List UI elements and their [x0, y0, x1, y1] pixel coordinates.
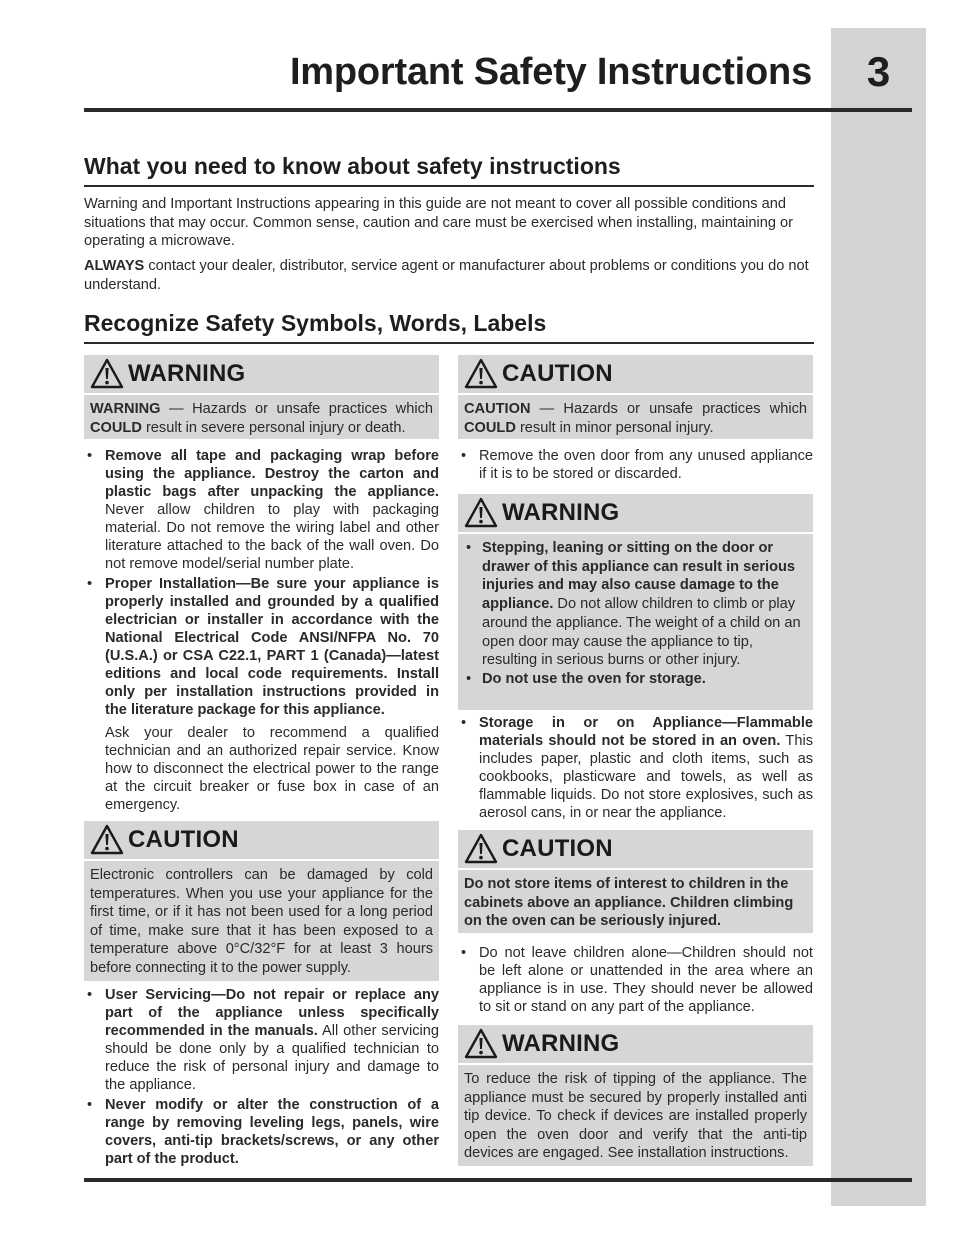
- caution-box-definition: [458, 355, 813, 439]
- intro-paragraph: Warning and Important Instructions appearing in this guide are not meant to cover all possible conditions and situations that may occur. Common sense, caution and care must be exercised when installing, maintaining or operating a microwave.: [84, 196, 793, 249]
- caution-box-children: [458, 830, 813, 933]
- top-rule: [84, 108, 912, 112]
- warning-header: [458, 494, 813, 534]
- list-item: • Do not use the oven for storage.: [464, 670, 807, 689]
- children-bullet: [458, 944, 813, 1016]
- list-item: • Remove the oven door from any unused appliance if it is to be stored or discarded.: [458, 447, 813, 483]
- list-item: • Remove all tape and packaging wrap before using the appliance. Destroy the carton and plastic bags after unpacking the appliance. Never allow children to play with packaging material. Do not remove the wiring label and other literature attached to the back of the wall oven. Do not remove model/serial number plate.: [84, 447, 439, 573]
- caution-triangle-icon: [90, 824, 124, 856]
- page-title: Important Safety Instructions: [289, 51, 812, 93]
- warning-triangle-icon: [464, 1028, 498, 1060]
- side-tab: [831, 28, 926, 1206]
- caution-label: CAUTION: [128, 826, 239, 853]
- always-paragraph: ALWAYS contact your dealer, distributor, service agent or manufacturer about problems or conditions you do not understand.: [84, 258, 809, 293]
- caution-header: [458, 355, 813, 395]
- caution-box-cold-temperature: [84, 821, 439, 981]
- caution-children-text: Do not store items of interest to children in the cabinets above an appliance. Children climbing on the oven can be seriously injured.: [464, 876, 794, 929]
- dealer-paragraph: Ask your dealer to recommend a qualified technician and an authorized repair service. Know how to disconnect the electrical power to the range at the circuit breaker or fuse box in case of an emergency.: [105, 725, 439, 813]
- caution-text: Electronic controllers can be damaged by cold temperatures. When you use your appliance for the first time, or if it has not been used for a long period of time, make sure that it has been exposed to a temperature above 0°C/32°F for at least 3 hours before connecting it to the power supply.: [90, 867, 433, 976]
- list-item: • Storage in or on Appliance—Flammable materials should not be stored in an oven. This includes paper, plastic and cloth items, such as cookbooks, plasticware and towels, as well as flammable liquids. Do not store explosives, such as aerosol cans, in or near the appliance.: [458, 714, 813, 822]
- section-heading-safety-instructions: What you need to know about safety instructions: [84, 151, 814, 187]
- anti-tip-text: To reduce the risk of tipping of the appliance. The appliance must be secured by properly installed anti tip device. To check if devices are installed properly open the oven door and verify that the anti-tip devices are engaged. See installation instructions.: [464, 1071, 807, 1161]
- caution-triangle-icon: [464, 833, 498, 865]
- warning-door-list: [464, 539, 807, 689]
- warning-label: WARNING: [502, 1030, 620, 1057]
- warning-triangle-icon: [464, 497, 498, 529]
- list-item: • User Servicing—Do not repair or replace any part of the appliance unless specifically recommended in the manuals. All other servicing should be done only by a qualified technician to reduce the risk of personal injury and damage to the appliance.: [84, 986, 439, 1094]
- warning-triangle-icon: [90, 358, 124, 390]
- always-label: ALWAYS: [84, 258, 145, 274]
- caution-label: CAUTION: [502, 835, 613, 862]
- caution-definition-text: CAUTION — Hazards or unsafe practices which COULD result in minor personal injury.: [464, 401, 807, 436]
- caution-header: [84, 821, 439, 861]
- list-item: • Never modify or alter the construction of a range by removing leveling legs, panels, wire covers, anti-tip brackets/screws, or any other part of the product.: [84, 1096, 439, 1168]
- storage-bullet: [458, 714, 813, 822]
- list-item: • Do not leave children alone—Children should not be left alone or unattended in the area where an appliance is in use. They should never be allowed to sit or stand on any part of the appliance.: [458, 944, 813, 1016]
- list-item: • Stepping, leaning or sitting on the door or drawer of this appliance can result in serious injuries and may also cause damage to the appliance. Do not allow children to climb or play around the appliance. The weight of a child on an open door may cause the appliance to tip, resulting in serious burns or other injury.: [464, 539, 807, 670]
- warning-definition-text: WARNING — Hazards or unsafe practices which COULD result in severe personal injury or death.: [90, 401, 433, 436]
- bottom-rule: [84, 1178, 912, 1182]
- warning-header: [458, 1025, 813, 1065]
- page-number: 3: [866, 48, 891, 95]
- warning-box-anti-tip: [458, 1025, 813, 1166]
- section-heading-symbols: Recognize Safety Symbols, Words, Labels: [84, 308, 814, 344]
- caution-label: CAUTION: [502, 360, 613, 387]
- warning-box-definition: [84, 355, 439, 439]
- warning-label: WARNING: [128, 360, 246, 387]
- warning-header: [84, 355, 439, 395]
- caution-triangle-icon: [464, 358, 498, 390]
- oven-door-bullet: [458, 447, 813, 483]
- list-item: • Proper Installation—Be sure your appliance is properly installed and grounded by a qualified electrician or installer in accordance with the National Electrical Code ANSI/NFPA No. 70 (U.S.A.) or CSA C22.1, PART 1 (Canada)—latest editions and local code requirements. Install only per installation instructions provided in the literature package for this appliance.: [84, 575, 439, 719]
- servicing-bullet-list: [84, 986, 439, 1168]
- caution-header: [458, 830, 813, 870]
- warning-label: WARNING: [502, 499, 620, 526]
- installation-bullet-list: [84, 447, 439, 719]
- warning-box-door: [458, 494, 813, 710]
